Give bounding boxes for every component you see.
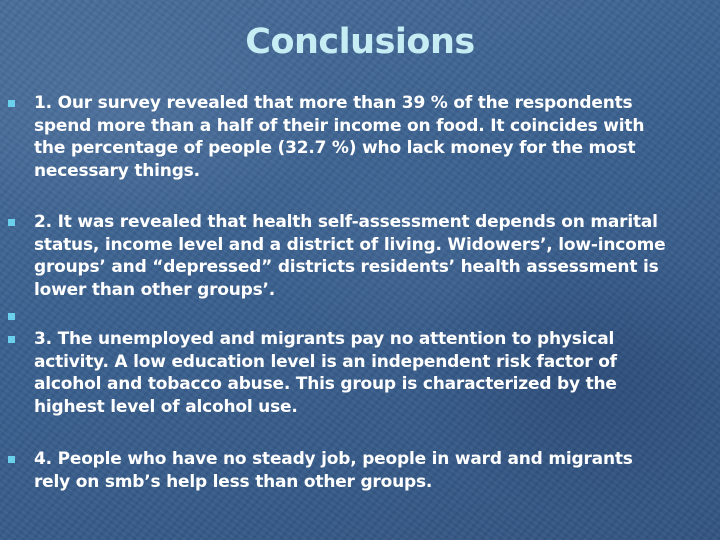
slide-title: Conclusions (245, 22, 475, 62)
conclusion-item-3: 3. The unemployed and migrants pay no attention to physical activity. A low education level is an independent risk factor of alcohol and tobacco abuse. This group is characterized by the highest level of alcohol use. (34, 329, 617, 418)
bullet-icon (8, 313, 15, 320)
bullet-icon (8, 456, 15, 463)
bullet-icon (8, 100, 15, 107)
bullet-icon (8, 336, 15, 343)
conclusion-item-4: 4. People who have no steady job, people in ward and migrants rely on smb’s help less than other groups. (34, 449, 633, 492)
conclusion-item-2: 2. It was revealed that health self-assessment depends on marital status, income level and a district of living. Widowers’, low-income groups’ and “depressed” districts residents’ health assessment is lower than other groups’. (34, 212, 666, 301)
conclusion-item-1: 1. Our survey revealed that more than 39 % of the respondents spend more than a half of their income on food. It coincides with the percentage of people (32.7 %) who lack money for the most necessary things. (34, 93, 645, 182)
bullet-icon (8, 219, 15, 226)
